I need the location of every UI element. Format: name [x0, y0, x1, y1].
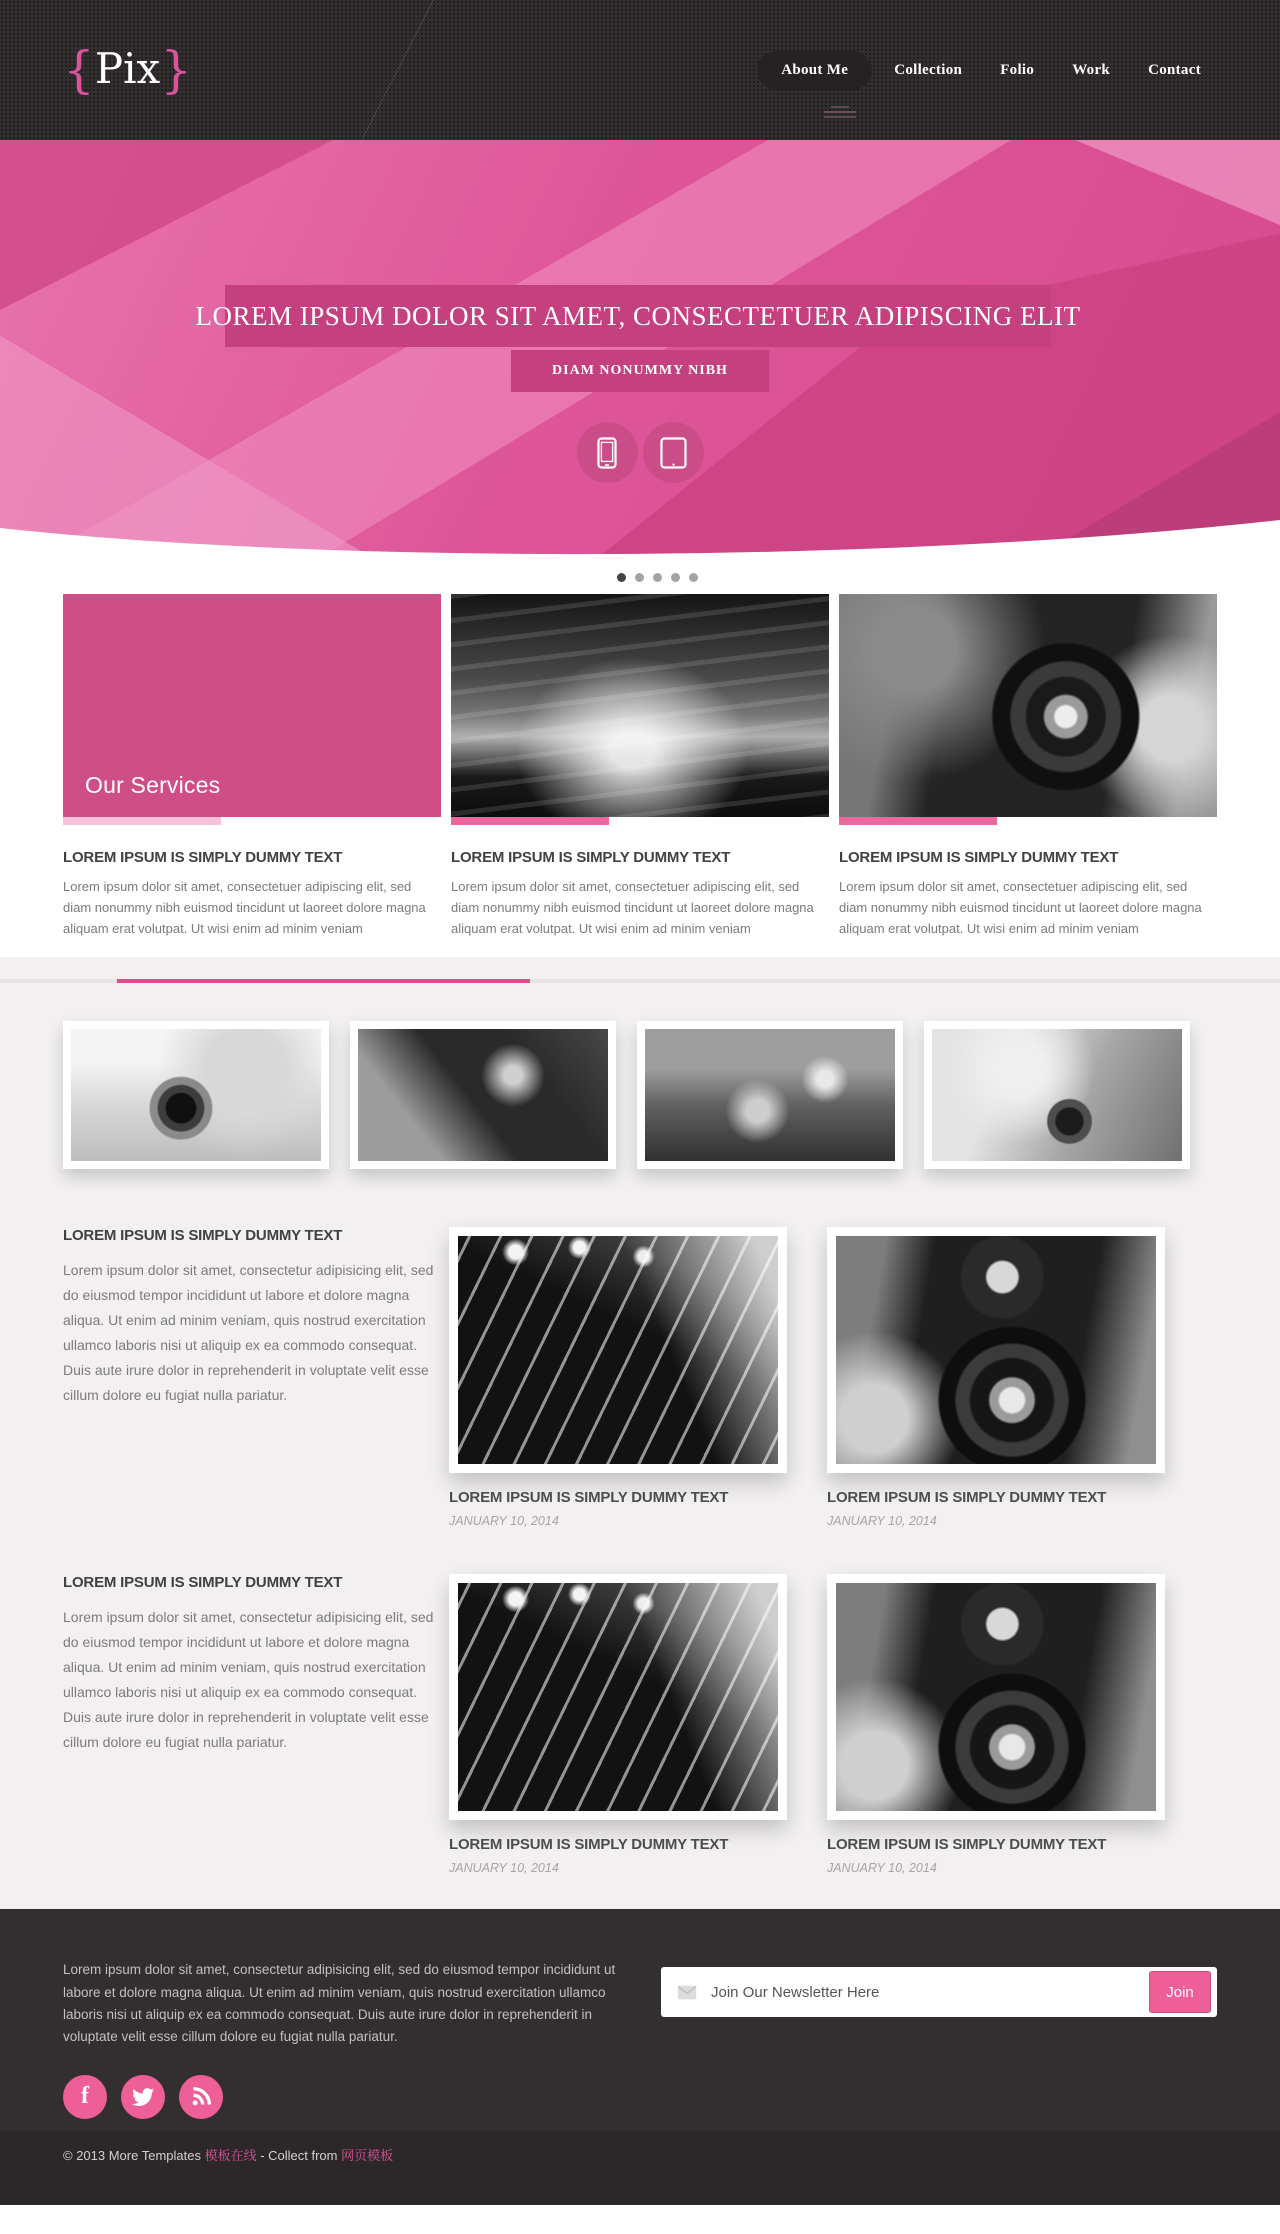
service-column-1: [63, 594, 441, 939]
blog-body: Lorem ipsum dolor sit amet, consectetur adipisicing elit, sed do eiusmod tempor incididunt ut labore et dolore magna aliqua. Ut enim ad minim veniam, quis nostrud exercitation ullamco laboris nisi ut aliquip ex ea commodo consequat. Duis aute irure dolor in reprehenderit in voluptate velit esse cillum dolore eu fugiat nulla pariatur.: [63, 1262, 434, 1403]
service-body: Lorem ipsum dolor sit amet, consectetuer adipiscing elit, sed diam nonummy nibh euismod tincidunt ut laoreet dolore magna aliquam erat volutpat. Ut wisi enim ad minim veniam: [451, 879, 814, 937]
carousel-dot-1[interactable]: [617, 573, 626, 582]
camera-lens-photo: [358, 1029, 608, 1161]
vintage-camera-closeup-photo: [836, 1583, 1156, 1811]
blog-post: [449, 1227, 787, 1528]
blog-row-1: [63, 1227, 1217, 1528]
hero-slider: [0, 140, 1280, 565]
post-caption[interactable]: LOREM IPSUM IS SIMPLY DUMMY TEXT: [449, 1836, 729, 1854]
post-caption[interactable]: LOREM IPSUM IS SIMPLY DUMMY TEXT: [449, 1489, 729, 1507]
services-card-title: Our Services: [85, 772, 221, 798]
nav-item-work[interactable]: Work: [1072, 61, 1111, 78]
vintage-camera-photo[interactable]: [839, 594, 1217, 817]
smartphone-icon: [597, 437, 617, 469]
service-body: Lorem ipsum dolor sit amet, consectetuer adipiscing elit, sed diam nonummy nibh euismod tincidunt ut laoreet dolore magna aliquam erat volutpat. Ut wisi enim ad minim veniam: [839, 879, 1202, 937]
blog-intro-1: [63, 1227, 441, 1528]
twitter-icon: [132, 2087, 154, 2107]
facebook-button[interactable]: [63, 2075, 107, 2119]
section-divider: [0, 979, 1280, 983]
hero-bottom-curve: [0, 514, 1280, 565]
post-caption[interactable]: LOREM IPSUM IS SIMPLY DUMMY TEXT: [827, 1489, 1107, 1507]
newsletter-form: [661, 1967, 1217, 2119]
blog-post: [449, 1574, 787, 1875]
field-photographer-photo: [645, 1029, 895, 1161]
post-date: JANUARY 10, 2014: [449, 1861, 559, 1876]
copyright-prefix: © 2013 More Templates: [63, 2148, 205, 2164]
blog-post-link[interactable]: [827, 1227, 1165, 1473]
service-heading: LOREM IPSUM IS SIMPLY DUMMY TEXT: [63, 849, 343, 866]
post-caption[interactable]: LOREM IPSUM IS SIMPLY DUMMY TEXT: [827, 1836, 1107, 1854]
gallery-row: [63, 1021, 1217, 1169]
blog-post: [827, 1574, 1165, 1875]
gallery-thumbnail-1[interactable]: [63, 1021, 329, 1169]
footer-bottom-bar: [0, 2131, 1280, 2205]
service-heading: LOREM IPSUM IS SIMPLY DUMMY TEXT: [839, 849, 1119, 866]
copyright-link-1[interactable]: 模板在线: [204, 2148, 257, 2164]
blog-post-link[interactable]: [449, 1227, 787, 1473]
blog-post-link[interactable]: [449, 1574, 787, 1820]
laughing-woman-photo: [932, 1029, 1182, 1161]
site-footer: [0, 1909, 1280, 2205]
rss-button[interactable]: [179, 2075, 223, 2119]
blog-body: Lorem ipsum dolor sit amet, consectetur adipisicing elit, sed do eiusmod tempor incididunt ut labore et dolore magna aliqua. Ut enim ad minim veniam, quis nostrud exercitation ullamco laboris nisi ut aliquip ex ea commodo consequat. Duis aute irure dolor in reprehenderit in voluptate velit esse cillum dolore eu fugiat nulla pariatur.: [63, 1609, 434, 1750]
service-heading: LOREM IPSUM IS SIMPLY DUMMY TEXT: [451, 849, 731, 866]
hero-title-band: [195, 285, 1081, 347]
tablet-icon: [660, 437, 687, 469]
logo-text: Pix: [94, 44, 161, 93]
service-column-3: [839, 594, 1217, 939]
nav-item-folio[interactable]: Folio: [1000, 61, 1035, 78]
site-header: [0, 0, 1280, 140]
carousel-dot-5[interactable]: [689, 573, 698, 582]
hero-title: LOREM IPSUM DOLOR SIT AMET, CONSECTETUER ADIPISCING ELIT: [195, 300, 1081, 331]
copyright-text: [63, 2131, 1217, 2164]
carousel-dot-2[interactable]: [635, 573, 644, 582]
service-column-2: [451, 594, 829, 939]
post-date: JANUARY 10, 2014: [827, 1861, 937, 1876]
copyright-link-2[interactable]: 网页模板: [341, 2148, 394, 2164]
service-underline-bar: [63, 817, 221, 825]
facebook-icon: f: [81, 2083, 89, 2110]
blog-intro-2: [63, 1574, 441, 1875]
blog-post: [827, 1227, 1165, 1528]
blog-heading: LOREM IPSUM IS SIMPLY DUMMY TEXT: [63, 1574, 343, 1592]
newsletter-email-input[interactable]: [711, 1984, 1141, 2001]
services-section: [0, 592, 1280, 957]
night-highway-photo: [458, 1583, 778, 1811]
hero-device-icons: [0, 422, 1280, 483]
blog-row-2: [63, 1574, 1217, 1875]
gallery-thumbnail-4[interactable]: [924, 1021, 1190, 1169]
night-highway-photo: [458, 1236, 778, 1464]
footer-about-text: Lorem ipsum dolor sit amet, consectetur adipisicing elit, sed do eiusmod tempor incididunt ut labore et dolore magna aliqua. Ut enim ad minim veniam, quis nostrud exercitation ullamco laboris nisi ut aliquip ex ea commodo consequat. Duis aute irure dolor in reprehenderit in voluptate velit esse cillum dolore eu fugiat nulla pariatur.: [63, 1962, 616, 2045]
footer-left: [63, 1959, 625, 2119]
tablet-button[interactable]: [643, 422, 704, 483]
rss-icon: [191, 2087, 211, 2107]
gallery-thumbnail-3[interactable]: [637, 1021, 903, 1169]
envelope-icon: [677, 1985, 697, 2000]
copyright-middle: - Collect from: [256, 2148, 342, 2164]
our-services-card[interactable]: [63, 594, 441, 817]
newsletter-input-box: [661, 1967, 1217, 2017]
hero-subtitle-band: [511, 350, 769, 392]
nav-item-about-me[interactable]: About Me: [757, 51, 872, 90]
sunset-sky-photo[interactable]: [451, 594, 829, 817]
post-date: JANUARY 10, 2014: [827, 1514, 937, 1529]
carousel-dot-3[interactable]: [653, 573, 662, 582]
service-underline-bar: [839, 817, 997, 825]
main-nav: [757, 51, 1217, 90]
section-divider-accent: [117, 979, 530, 983]
nav-item-contact[interactable]: Contact: [1148, 61, 1201, 78]
social-icons-row: [63, 2075, 625, 2119]
service-underline-bar: [451, 817, 609, 825]
carousel-dot-4[interactable]: [671, 573, 680, 582]
vintage-camera-closeup-photo: [836, 1236, 1156, 1464]
join-button[interactable]: Join: [1149, 1971, 1211, 2013]
hero-subtitle: DIAM NONUMMY NIBH: [552, 363, 728, 378]
logo-brace-left: {: [63, 41, 95, 99]
service-body: Lorem ipsum dolor sit amet, consectetuer adipiscing elit, sed diam nonummy nibh euismod tincidunt ut laoreet dolore magna aliquam erat volutpat. Ut wisi enim ad minim veniam: [63, 879, 426, 937]
site-logo[interactable]: [63, 41, 193, 99]
hamburger-menu-icon[interactable]: [822, 106, 858, 121]
post-date: JANUARY 10, 2014: [449, 1514, 559, 1529]
smartphone-button[interactable]: [577, 422, 638, 483]
twitter-button[interactable]: [121, 2075, 165, 2119]
carousel-dots: [0, 565, 1280, 592]
nav-item-collection[interactable]: Collection: [894, 61, 963, 78]
blog-heading: LOREM IPSUM IS SIMPLY DUMMY TEXT: [63, 1227, 343, 1245]
logo-brace-right: }: [160, 41, 193, 99]
blog-post-link[interactable]: [827, 1574, 1165, 1820]
work-section: [0, 957, 1280, 1909]
gallery-thumbnail-2[interactable]: [350, 1021, 616, 1169]
photographer-portrait-photo: [71, 1029, 321, 1161]
